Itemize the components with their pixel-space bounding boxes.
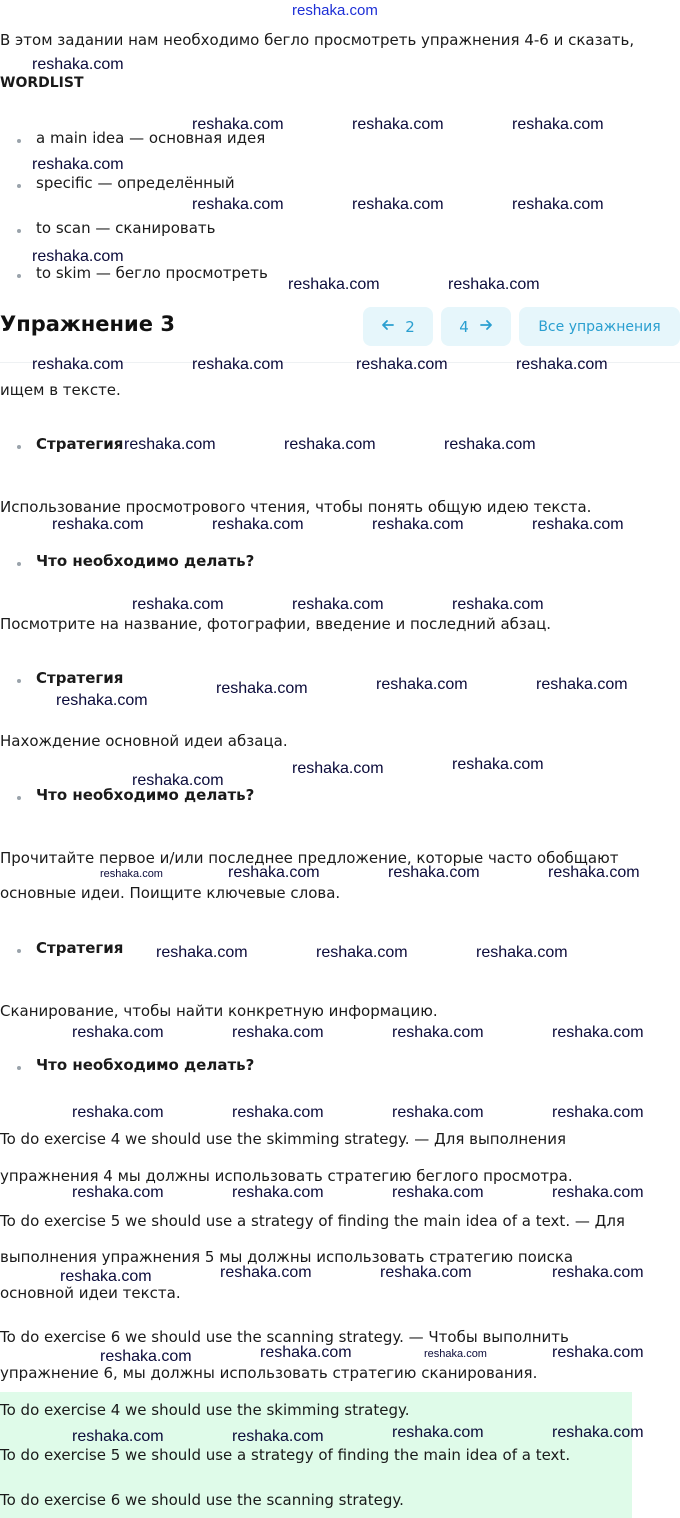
watermark: reshaka.com — [32, 156, 124, 173]
watermark: reshaka.com — [232, 1024, 324, 1041]
watermark: reshaka.com — [476, 944, 568, 961]
translation-line: выполнения упражнения 5 мы должны использовать стратегию поиска — [0, 1248, 574, 1266]
wordlist-item-text: to skim — бегло просмотреть — [36, 264, 268, 282]
translation-line: To do exercise 5 we should use a strategy of finding the main idea of a text. — Для — [0, 1212, 625, 1230]
watermark: reshaka.com — [424, 1348, 487, 1360]
watermark: reshaka.com — [232, 1104, 324, 1121]
watermark: reshaka.com — [392, 1424, 484, 1441]
watermark: reshaka.com — [192, 116, 284, 133]
exercise-title: Упражнение 3 — [0, 312, 175, 336]
watermark: reshaka.com — [356, 356, 448, 373]
watermark: reshaka.com — [552, 1024, 644, 1041]
watermark: reshaka.com — [552, 1344, 644, 1361]
watermark: reshaka.com — [288, 276, 380, 293]
watermark: reshaka.com — [212, 516, 304, 533]
wordlist-item-text: a main idea — основная идея — [36, 129, 266, 147]
bullet-icon — [17, 949, 21, 953]
all-exercises-label: Все упражнения — [538, 318, 661, 335]
watermark: reshaka.com — [516, 356, 608, 373]
bullet-icon — [17, 445, 21, 449]
watermark: reshaka.com — [228, 864, 320, 881]
watermark: reshaka.com — [372, 516, 464, 533]
wordlist-title: WORDLIST — [0, 75, 84, 91]
site-watermark: reshaka.com — [292, 2, 378, 19]
watermark: reshaka.com — [388, 864, 480, 881]
watermark: reshaka.com — [392, 1104, 484, 1121]
watermark: reshaka.com — [72, 1024, 164, 1041]
watermark: reshaka.com — [548, 864, 640, 881]
strategy-label: Стратегия — [36, 435, 124, 453]
prev-exercise-button[interactable] — [363, 307, 433, 346]
watermark: reshaka.com — [352, 196, 444, 213]
watermark: reshaka.com — [392, 1024, 484, 1041]
watermark: reshaka.com — [216, 680, 308, 697]
watermark: reshaka.com — [316, 944, 408, 961]
all-exercises-button[interactable] — [519, 307, 680, 346]
bullet-icon — [17, 1066, 21, 1070]
watermark: reshaka.com — [72, 1428, 164, 1445]
bullet-icon — [17, 184, 21, 188]
watermark: reshaka.com — [512, 196, 604, 213]
watermark: reshaka.com — [232, 1428, 324, 1445]
watermark: reshaka.com — [532, 516, 624, 533]
bullet-icon — [17, 274, 21, 278]
watermark: reshaka.com — [32, 248, 124, 265]
strategy-1-text: Использование просмотрового чтения, чтобы понять общую идею текста. — [0, 498, 592, 516]
watermark: reshaka.com — [60, 1268, 152, 1285]
strategy-label: Стратегия — [36, 939, 124, 957]
next-exercise-button[interactable] — [441, 307, 511, 346]
strategy-1-todo: Посмотрите на название, фотографии, введение и последний абзац. — [0, 615, 552, 633]
watermark: reshaka.com — [392, 1184, 484, 1201]
todo-label: Что необходимо делать? — [36, 1056, 255, 1074]
watermark: reshaka.com — [100, 868, 163, 880]
watermark: reshaka.com — [156, 944, 248, 961]
todo-label: Что необходимо делать? — [36, 786, 255, 804]
arrow-left-icon — [381, 318, 395, 336]
watermark: reshaka.com — [552, 1264, 644, 1281]
wordlist-item-text: specific — определённый — [36, 174, 235, 192]
watermark: reshaka.com — [72, 1104, 164, 1121]
strategy-2-text: Нахождение основной идеи абзаца. — [0, 732, 288, 750]
prev-exercise-label: 2 — [405, 317, 415, 336]
intro-text: В этом задании нам необходимо бегло просмотреть упражнения 4-6 и сказать, — [0, 31, 635, 49]
watermark: reshaka.com — [32, 356, 124, 373]
partial-line: ищем в тексте. — [0, 381, 121, 399]
watermark: reshaka.com — [260, 1344, 352, 1361]
watermark: reshaka.com — [352, 116, 444, 133]
watermark: reshaka.com — [376, 676, 468, 693]
answer-line: To do exercise 4 we should use the skimming strategy. — [0, 1401, 410, 1419]
bullet-icon — [17, 679, 21, 683]
watermark: reshaka.com — [452, 756, 544, 773]
watermark: reshaka.com — [52, 516, 144, 533]
translation-line: To do exercise 6 we should use the scanning strategy. — Чтобы выполнить — [0, 1328, 569, 1346]
bullet-icon — [17, 796, 21, 800]
watermark: reshaka.com — [232, 1184, 324, 1201]
watermark: reshaka.com — [292, 596, 384, 613]
watermark: reshaka.com — [132, 772, 224, 789]
watermark: reshaka.com — [32, 56, 124, 73]
answer-line: To do exercise 5 we should use a strategy of finding the main idea of a text. — [0, 1446, 571, 1464]
strategy-2-todo-line2: основные идеи. Поищите ключевые слова. — [0, 884, 341, 902]
arrow-right-icon — [479, 318, 493, 336]
watermark: reshaka.com — [124, 436, 216, 453]
strategy-3-text: Сканирование, чтобы найти конкретную информацию. — [0, 1002, 438, 1020]
watermark: reshaka.com — [452, 596, 544, 613]
watermark: reshaka.com — [380, 1264, 472, 1281]
watermark: reshaka.com — [132, 596, 224, 613]
translation-line: основной идеи текста. — [0, 1284, 181, 1302]
strategy-2-todo-line1: Прочитайте первое и/или последнее предложение, которые часто обобщают — [0, 849, 619, 867]
watermark: reshaka.com — [100, 1348, 192, 1365]
watermark: reshaka.com — [448, 276, 540, 293]
translation-line: упражнение 6, мы должны использовать стратегию сканирования. — [0, 1364, 538, 1382]
todo-label: Что необходимо делать? — [36, 552, 255, 570]
watermark: reshaka.com — [536, 676, 628, 693]
watermark: reshaka.com — [192, 196, 284, 213]
watermark: reshaka.com — [284, 436, 376, 453]
watermark: reshaka.com — [56, 692, 148, 709]
answer-line: To do exercise 6 we should use the scanning strategy. — [0, 1491, 404, 1509]
translation-line: To do exercise 4 we should use the skimming strategy. — Для выполнения — [0, 1130, 566, 1148]
watermark: reshaka.com — [220, 1264, 312, 1281]
watermark: reshaka.com — [72, 1184, 164, 1201]
bullet-icon — [17, 562, 21, 566]
bullet-icon — [17, 229, 21, 233]
strategy-label: Стратегия — [36, 669, 124, 687]
watermark: reshaka.com — [512, 116, 604, 133]
watermark: reshaka.com — [192, 356, 284, 373]
watermark: reshaka.com — [292, 760, 384, 777]
bullet-icon — [17, 139, 21, 143]
next-exercise-label: 4 — [459, 317, 469, 336]
translation-line: упражнения 4 мы должны использовать стратегию беглого просмотра. — [0, 1167, 573, 1185]
wordlist-item-text: to scan — сканировать — [36, 219, 216, 237]
watermark: reshaka.com — [444, 436, 536, 453]
watermark: reshaka.com — [552, 1424, 644, 1441]
watermark: reshaka.com — [552, 1104, 644, 1121]
watermark: reshaka.com — [552, 1184, 644, 1201]
